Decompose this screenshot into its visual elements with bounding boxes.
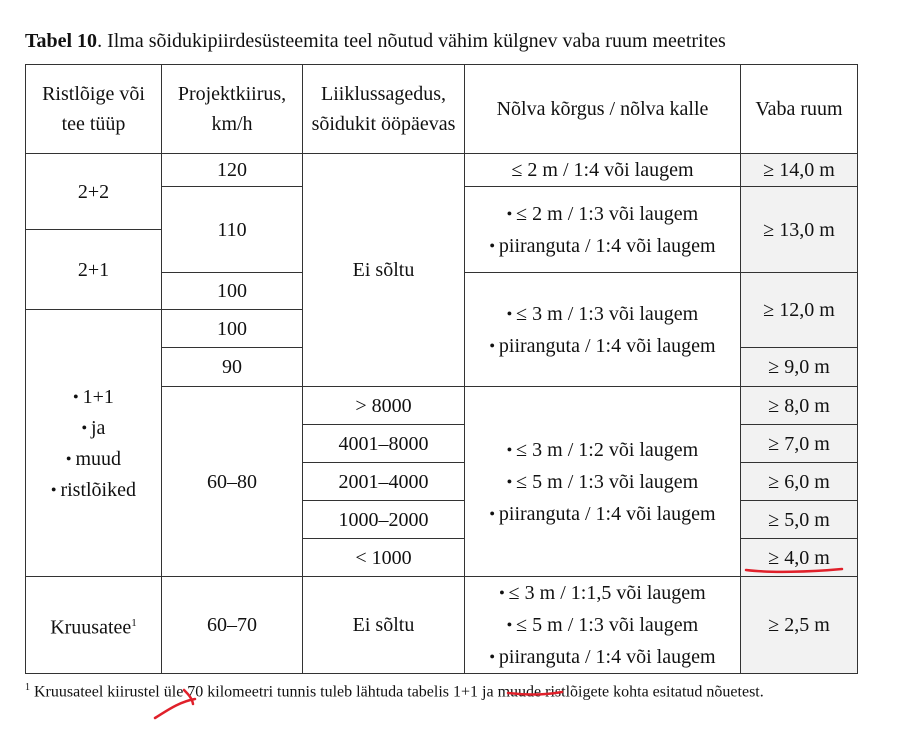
speed-cell: 100 [162,310,303,348]
slope-bullet: ● ≤ 3 m / 1:2 või laugem [469,434,736,466]
clearance-cell: ≥ 13,0 m [741,187,858,273]
slope-bullet: ● ≤ 5 m / 1:3 või laugem [469,609,736,641]
type-cell [26,310,162,577]
slope-bullet: ● piiranguta / 1:4 või laugem [469,498,736,530]
table-header-row [26,65,858,154]
clearance-cell: ≥ 9,0 m [741,348,858,387]
clearance-table [25,64,858,674]
type-line: ● 1+1 [30,381,157,412]
slope-bullet: ● ≤ 5 m / 1:3 või laugem [469,466,736,498]
type-line: ● ja [30,412,157,443]
type-line: ● muud [30,443,157,474]
clearance-cell: ≥ 12,0 m [741,273,858,348]
speed-cell: 110 [162,187,303,273]
clearance-cell: ≥ 6,0 m [741,463,858,501]
speed-cell: 90 [162,348,303,387]
header-clearance: Vaba ruum [741,65,858,154]
slope-bullet: ● ≤ 3 m / 1:1,5 või laugem [469,577,736,609]
clearance-cell: ≥ 7,0 m [741,425,858,463]
header-type: Ristlõige või tee tüüp [26,65,162,154]
traffic-cell: 4001–8000 [303,425,465,463]
slope-cell [465,273,741,387]
footnote-marker: 1 [131,616,137,629]
slope-bullet: ● ≤ 2 m / 1:3 või laugem [469,198,736,230]
speed-cell: 100 [162,273,303,310]
slope-text: ≤ 2 m / 1:4 või laugem [511,159,694,181]
slope-bullet: ● piiranguta / 1:4 või laugem [469,330,736,362]
clearance-cell: ≥ 5,0 m [741,501,858,539]
table-caption [25,30,726,53]
type-cell [26,577,162,674]
clearance-cell: ≥ 14,0 m [741,154,858,187]
clearance-cell: ≥ 2,5 m [741,577,858,674]
clearance-cell: ≥ 4,0 m [741,539,858,577]
slope-cell [465,187,741,273]
slope-cell [465,154,741,187]
footnote [25,676,855,704]
slope-cell [465,387,741,577]
type-cell: 2+1 [26,230,162,310]
table-row [26,154,858,187]
speed-cell: 60–70 [162,577,303,674]
slope-bullet: ● piiranguta / 1:4 või laugem [469,230,736,262]
slope-bullet: ● ≤ 3 m / 1:3 või laugem [469,298,736,330]
slope-bullet: ● piiranguta / 1:4 või laugem [469,641,736,673]
speed-cell: 60–80 [162,387,303,577]
type-line: ● ristlõiked [30,474,157,505]
traffic-cell: < 1000 [303,539,465,577]
traffic-cell: 2001–4000 [303,463,465,501]
type-cell: 2+2 [26,154,162,230]
header-traffic: Liiklussagedus, sõidukit ööpäevas [303,65,465,154]
traffic-cell: 1000–2000 [303,501,465,539]
header-speed: Projektkiirus, km/h [162,65,303,154]
traffic-cell: > 8000 [303,387,465,425]
clearance-cell: ≥ 8,0 m [741,387,858,425]
caption-label: Tabel 10 [25,30,98,52]
traffic-cell: Ei sõltu [303,154,465,387]
footnote-number: 1 [25,682,30,693]
caption-text: . Ilma sõidukipiirdesüsteemita teel nõutud vähim külgnev vaba ruum meetrites [97,30,726,52]
gravel-label: Kruusatee [50,616,132,639]
traffic-cell: Ei sõltu [303,577,465,674]
table-row [26,577,858,674]
footnote-text: Kruusateel kiirustel üle 70 kilomeetri tunnis tuleb lähtuda tabelis 1+1 ja muude ristlõigete kohta esitatud nõuetest. [30,683,764,701]
header-slope: Nõlva kõrgus / nõlva kalle [465,65,741,154]
speed-cell: 120 [162,154,303,187]
slope-cell [465,577,741,674]
